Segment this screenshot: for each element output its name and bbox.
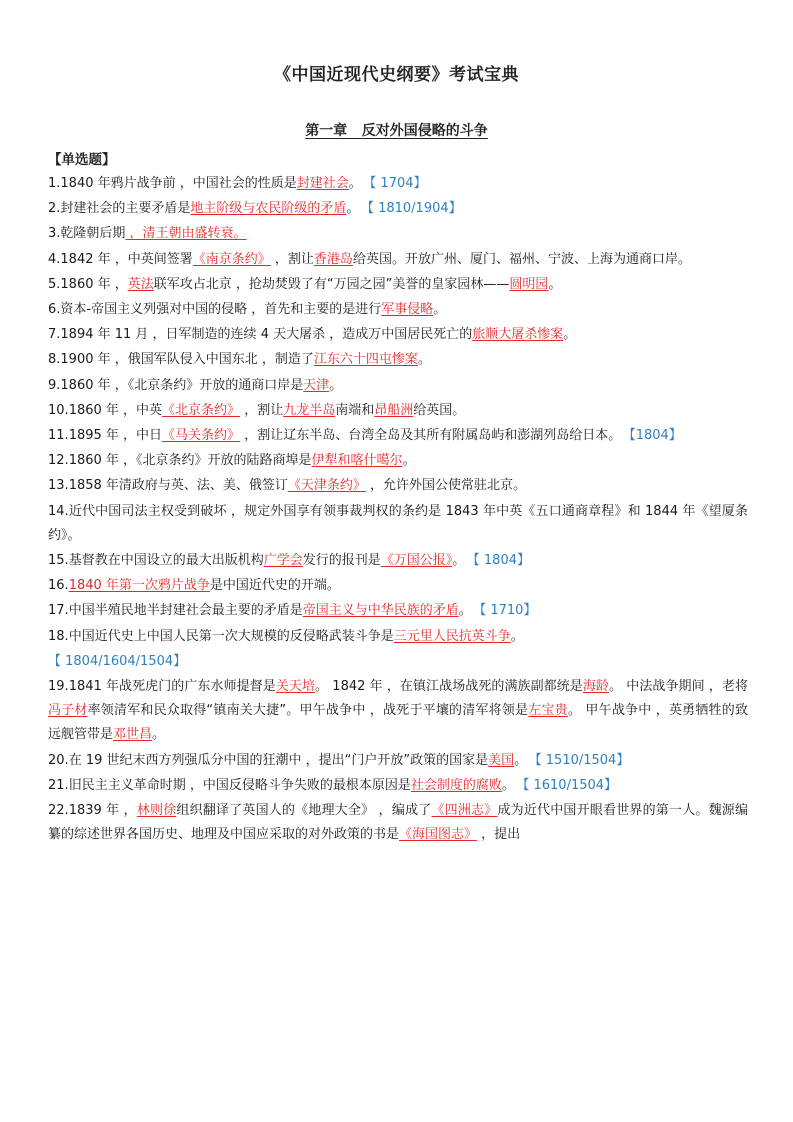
answer-highlight: 三元里人民抗英斗争: [393, 628, 511, 644]
question-item: [48, 298, 748, 322]
question-text: 1900 年 ，俄国军队侵入中国东北 ，制造了: [60, 352, 314, 368]
answer-highlight: 林则徐: [136, 803, 177, 819]
question-text: 。: [458, 603, 472, 619]
answer-highlight: 伊犁和喀什噶尔: [311, 453, 403, 469]
question-item: [48, 625, 748, 649]
question-text: ，割让: [240, 402, 284, 418]
question-text: 联军攻占北京 ，抢劫焚毁了有“万园之园”美誉的皇家园林——: [153, 276, 510, 292]
question-number: 1.: [48, 176, 61, 191]
question-item: [48, 500, 748, 548]
answer-highlight: 《天津条约》: [287, 478, 366, 494]
question-item: [48, 675, 748, 748]
question-text: 。: [152, 727, 166, 743]
question-text: ，提出: [477, 827, 521, 843]
question-text: 封建社会的主要矛盾是: [60, 201, 191, 217]
question-text: 1839 年 ，: [68, 803, 137, 819]
answer-highlight: 美国: [488, 752, 515, 768]
question-text: 。: [348, 176, 362, 191]
exam-code-tag: 【 1804/1604/1504】: [48, 653, 187, 669]
question-text: 1860 年 ，中英: [68, 402, 163, 418]
question-text: ，允许外国公使常驻北京。: [365, 478, 527, 494]
answer-highlight: 帝国主义与中华民族的矛盾: [302, 603, 459, 619]
question-number: 21.: [48, 777, 69, 793]
question-number: 7.: [48, 327, 61, 343]
question-text: 成为近代中国开眼看世界的第一人。魏源编纂的综述世界各国历史、地理及中国应采取的对外政策的书是: [48, 803, 748, 843]
document-title: 《中国近现代史纲要》考试宝典: [274, 65, 519, 85]
question-text: 1860 年 ，: [60, 276, 128, 292]
question-text: 1894 年 11 月 ，日军制造的连续 4 天大屠杀 ，造成万中国居民死亡的: [60, 327, 473, 343]
question-text: 中国近代史上中国人民第一次大规模的反侵略武装斗争是: [68, 628, 394, 644]
answer-highlight: 英法: [127, 276, 154, 292]
question-item: [48, 348, 748, 372]
question-text: 乾隆朝后期: [60, 226, 126, 242]
question-number: 10.: [48, 402, 69, 418]
question-item: [48, 374, 748, 398]
exam-code-tag: 【 1804】: [473, 553, 530, 569]
question-text: 。: [346, 201, 360, 217]
answer-highlight: 天津: [303, 377, 330, 393]
answer-highlight: 《北京条约》: [162, 402, 241, 418]
question-item: [48, 399, 748, 423]
question-number: 17.: [48, 603, 69, 619]
question-text: 。: [402, 453, 416, 469]
answer-highlight: 《南京条约》: [192, 251, 271, 267]
question-text: 给英国。开放广州、厦门、福州、宁波、上海为通商口岸。: [352, 251, 691, 267]
question-number: 16.: [48, 578, 69, 594]
question-item: [48, 449, 748, 473]
question-number: 2.: [48, 201, 61, 217]
question-number: 19.: [48, 679, 69, 695]
question-text: 。: [329, 377, 343, 393]
question-text: 中国半殖民地半封建社会最主要的矛盾是: [68, 603, 303, 619]
exam-code-tag: 【 1704】: [369, 176, 427, 191]
question-text: 是中国近代史的开端。: [209, 578, 340, 594]
question-text: 1840 年鸦片战争前 ，中国社会的性质是: [60, 176, 297, 191]
question-text: 1860 年 ，《北京条约》开放的陆路商埠是: [68, 453, 312, 469]
question-number: 11.: [48, 428, 69, 444]
question-number: 14.: [48, 503, 69, 519]
question-number: 9.: [48, 377, 61, 393]
question-item: [48, 172, 748, 196]
exam-code-tag: 【 1710】: [479, 603, 537, 619]
question-number: 3.: [48, 226, 61, 242]
question-item: [48, 474, 748, 498]
question-text: 组织翻译了英国人的《地理大全》 ，编成了: [176, 803, 432, 819]
question-item: [48, 749, 748, 773]
answer-highlight: 九龙半岛: [283, 402, 336, 418]
question-text: 率领清军和民众取得“镇南关大捷”。甲午战争中 ，战死于平壤的清军将领是: [87, 703, 529, 719]
question-number: 6.: [48, 302, 61, 318]
question-tag-line: [48, 650, 748, 674]
question-item: [48, 222, 748, 246]
answer-highlight: 关天培: [275, 679, 316, 695]
question-item: [48, 424, 748, 448]
question-text: 资本-帝国主义列强对中国的侵略 ，首先和主要的是进行: [60, 302, 382, 318]
question-text: 近代中国司法主权受到破坏 ，规定外国享有领事裁判权的条约是 1843 年中英《五口通商章程》和 1844 年《望厦条约》。: [48, 503, 748, 543]
exam-code-tag: 【 1610/1504】: [522, 777, 618, 793]
question-text: 。 甲午战争中 ，英勇牺牲的致远舰管带是: [48, 703, 748, 743]
question-text: ，割让: [270, 251, 314, 267]
chapter-heading: [0, 120, 793, 140]
question-item: [48, 197, 748, 221]
question-text: 旧民主主义革命时期 ，中国反侵略斗争失败的最根本原因是: [68, 777, 411, 793]
answer-highlight: 《马关条约》: [162, 428, 241, 444]
answer-highlight: 海龄: [582, 679, 609, 695]
question-item: [48, 774, 748, 798]
answer-highlight: 军事侵略: [381, 302, 434, 318]
question-text: 基督教在中国设立的最大出版机构: [68, 553, 264, 569]
chapter-title: 第一章 反对外国侵略的斗争: [305, 123, 488, 139]
answer-highlight: 封建社会: [296, 176, 349, 191]
answer-highlight: 《四洲志》: [431, 803, 498, 819]
question-item: [48, 799, 748, 847]
question-number: 13.: [48, 478, 69, 494]
question-item: [48, 323, 748, 347]
question-list: [48, 172, 748, 847]
question-number: 5.: [48, 276, 61, 292]
question-text: 南端和: [335, 402, 375, 418]
answer-highlight: 1840 年第一次鸦片战争: [68, 578, 210, 594]
question-item: [48, 248, 748, 272]
question-text: 给英国。: [413, 402, 466, 418]
question-text: 1841 年战死虎门的广东水师提督是: [68, 679, 276, 695]
answer-highlight: 《海国图志》: [399, 827, 478, 843]
question-text: 。: [548, 276, 562, 292]
exam-code-tag: 【 1510/1504】: [535, 752, 630, 768]
question-number: 20.: [48, 752, 69, 768]
exam-code-tag: 【 1810/1904】: [367, 201, 462, 217]
question-item: [48, 549, 748, 573]
question-text: 1858 年清政府与英、法、美、俄签订: [68, 478, 288, 494]
answer-highlight: 江东六十四屯惨案: [313, 352, 418, 368]
answer-highlight: 冯子材: [48, 703, 88, 719]
answer-highlight: 社会制度的腐败: [410, 777, 502, 793]
question-text: 。: [501, 777, 515, 793]
answer-highlight: 香港岛: [313, 251, 353, 267]
answer-highlight: 邓世昌: [113, 727, 153, 743]
question-text: 1860 年 ，《北京条约》开放的通商口岸是: [60, 377, 304, 393]
question-text: 。: [417, 352, 431, 368]
section-heading: 【单选题】: [48, 152, 116, 168]
question-item: [48, 599, 748, 623]
question-item: [48, 574, 748, 598]
answer-highlight: 广学会: [263, 553, 303, 569]
question-number: 8.: [48, 352, 61, 368]
answer-highlight: 地主阶级与农民阶级的矛盾: [190, 201, 347, 217]
question-text: 。: [433, 302, 447, 318]
question-text: 在 19 世纪末西方列强瓜分中国的狂潮中 ，提出“门户开放”政策的国家是: [68, 752, 489, 768]
answer-highlight: 昂船洲: [374, 402, 414, 418]
question-number: 12.: [48, 453, 69, 469]
question-text: 。: [514, 752, 528, 768]
question-number: 4.: [48, 251, 61, 267]
exam-code-tag: 【1804】: [629, 428, 682, 444]
question-text: 1842 年 ，中英间签署: [60, 251, 193, 267]
question-number: 22.: [48, 803, 69, 819]
answer-highlight: 左宝贵: [528, 703, 568, 719]
answer-highlight: 《万国公报》: [380, 553, 453, 569]
answer-highlight: ，清王朝由盛转衰。: [125, 226, 247, 242]
answer-highlight: 旅顺大屠杀惨案: [472, 327, 564, 343]
question-text: 发行的报刊是: [302, 553, 381, 569]
question-item: [48, 273, 748, 297]
question-number: 15.: [48, 553, 69, 569]
question-text: 。 中法战争期间 ，老将: [609, 679, 748, 695]
question-text: 。: [563, 327, 577, 343]
question-text: 1895 年 ，中日: [68, 428, 163, 444]
question-text: 。 1842 年 ，在镇江战场战死的满族副都统是: [315, 679, 583, 695]
question-text: 。: [452, 553, 466, 569]
question-number: 18.: [48, 628, 69, 644]
answer-highlight: 圆明园: [509, 276, 549, 292]
question-text: ，割让辽东半岛、台湾全岛及其所有附属岛屿和澎湖列岛给日本。: [240, 428, 622, 444]
question-text: 。: [510, 628, 524, 644]
